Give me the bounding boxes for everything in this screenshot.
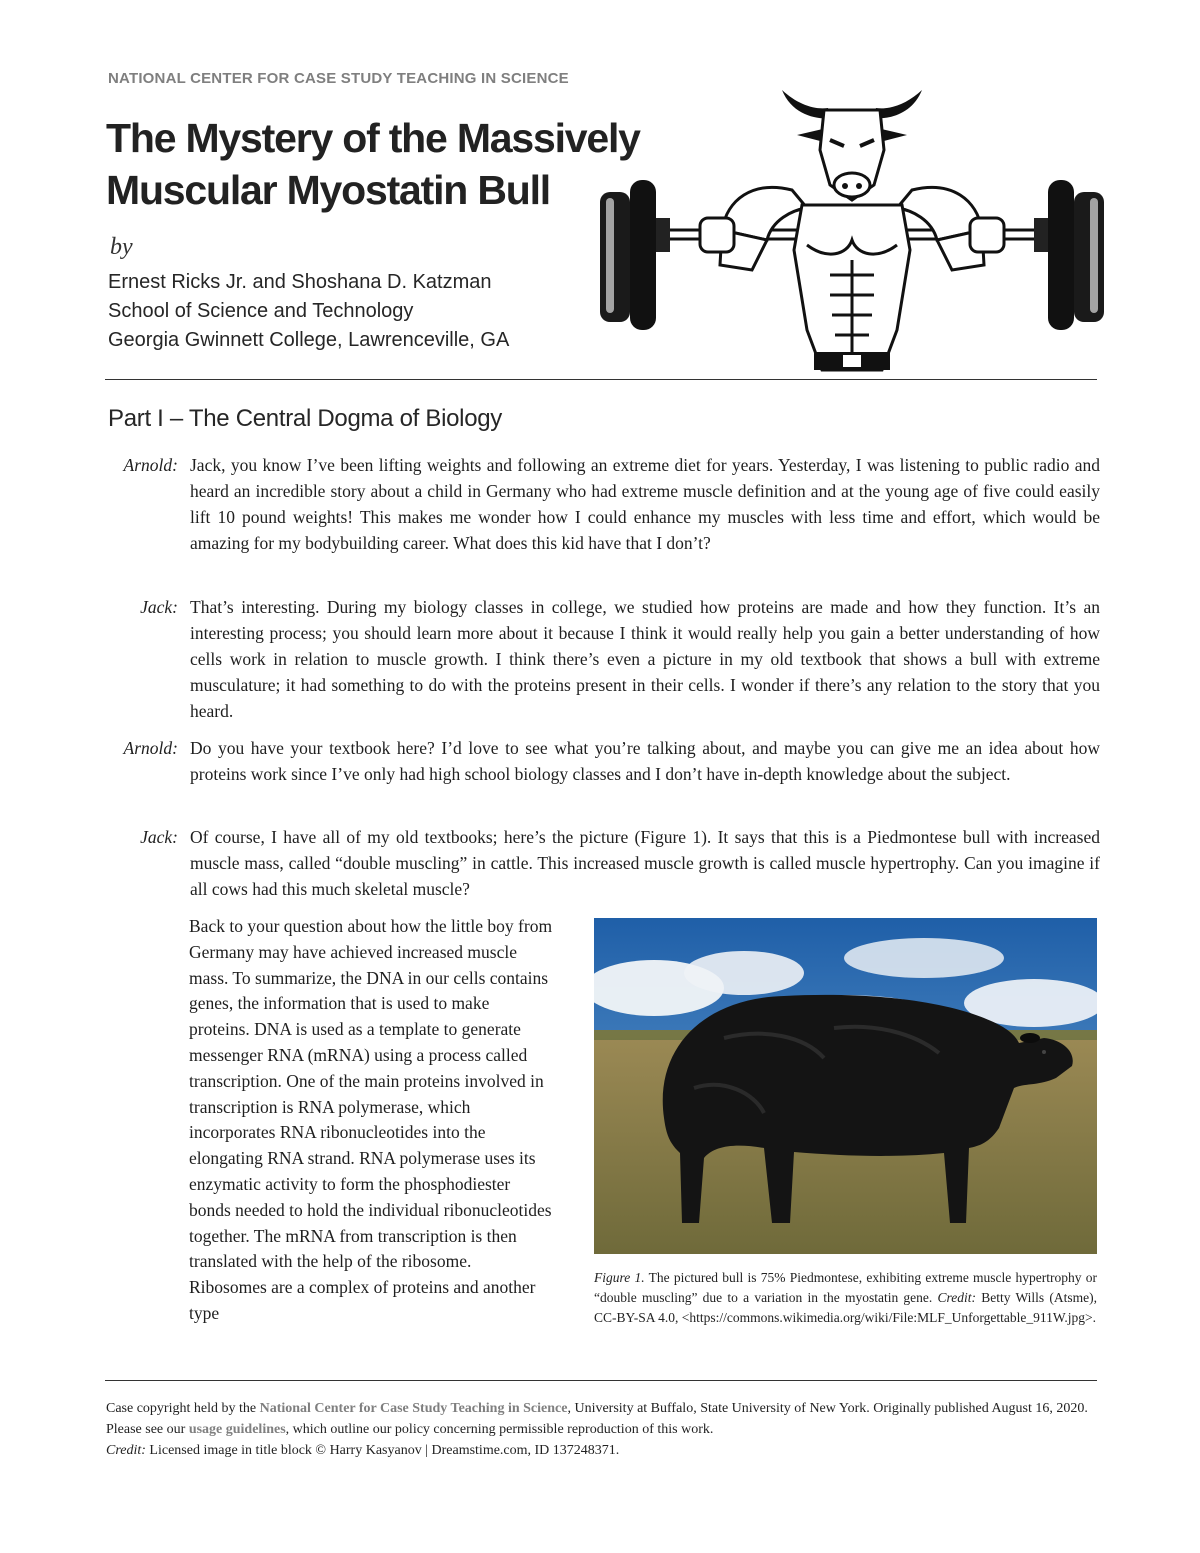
- author-block: [108, 268, 509, 355]
- figure-label: Figure 1.: [594, 1270, 645, 1285]
- title-line-1: The Mystery of the Massively: [106, 115, 640, 161]
- byline: by: [110, 234, 133, 260]
- footer-text-2: , University at Buffalo, State University of New York. Originally published August 16, 2020. Please see our: [106, 1401, 1088, 1437]
- speaker-label: Arnold:: [123, 455, 178, 475]
- speaker-label: Jack:: [140, 597, 178, 617]
- piedmontese-bull-photo: [594, 918, 1097, 1254]
- dialog-entry: [100, 735, 1100, 787]
- footer-rule: [105, 1380, 1097, 1381]
- dialog-text: Do you have your textbook here? I’d love to see what you’re talking about, and maybe you can give me an idea about how proteins work since I’ve only had high school biology classes and I don’t have in-depth knowledge about the subject.: [190, 738, 1100, 784]
- dialog-entry: [100, 452, 1100, 556]
- authors: Ernest Ricks Jr. and Shoshana D. Katzman: [108, 271, 492, 293]
- college: Georgia Gwinnett College, Lawrenceville, GA: [108, 329, 510, 351]
- dialog-entry: [100, 824, 1100, 902]
- speaker-label: Jack:: [140, 827, 178, 847]
- footer-text-1: Case copyright held by the: [106, 1401, 260, 1416]
- figure-credit-label: Credit:: [937, 1290, 977, 1305]
- header-rule: [105, 379, 1097, 380]
- footer-text-3: , which outline our policy concerning permissible reproduction of this work.: [285, 1422, 714, 1437]
- title-line-2: Muscular Myostatin Bull: [106, 167, 550, 213]
- header-org: NATIONAL CENTER FOR CASE STUDY TEACHING IN SCIENCE: [108, 70, 569, 87]
- ncc-link[interactable]: National Center for Case Study Teaching in Science: [259, 1401, 568, 1416]
- footer-credit-label: Credit:: [106, 1443, 146, 1458]
- figure-text: The pictured bull is 75% Piedmontese, exhibiting extreme muscle hypertrophy or “double muscling” due to a variation in the myostatin gene.: [594, 1270, 1097, 1305]
- bull-bodybuilder-illustration: [592, 80, 1112, 380]
- usage-guidelines-link[interactable]: usage guidelines: [188, 1422, 286, 1437]
- speaker-label: Arnold:: [123, 738, 178, 758]
- footer: [106, 1398, 1101, 1461]
- figure-credit-text: Betty Wills (Atsme), CC-BY-SA 4.0, <https://commons.wikimedia.org/wiki/File:MLF_Unforgettable_911W.jpg>.: [594, 1290, 1098, 1325]
- part-heading: Part I – The Central Dogma of Biology: [108, 405, 502, 432]
- continuation-paragraph: Back to your question about how the little boy from Germany may have achieved increased muscle mass. To summarize, the DNA in our cells contains genes, the information that is used to make proteins. DNA is used as a template to generate messenger RNA (mRNA) using a process called transcription. One of the main proteins involved in transcription is RNA polymerase, which incorporates RNA ribonucleotides into the elongating RNA strand. RNA polymerase uses its enzymatic activity to form the phosphodiester bonds needed to hold the individual ribonucleotides together. The mRNA from transcription is then translated with the help of the ribosome. Ribosomes are a complex of proteins and another type: [189, 916, 553, 1323]
- dialog-entry: [100, 594, 1100, 724]
- dialog-text: Jack, you know I’ve been lifting weights and following an extreme diet for years. Yesterday, I was listening to public radio and heard an incredible story about a child in Germany who had extreme muscle definition and at the young age of five could easily lift 10 pound weights! This makes me wonder how I could enhance my muscles with less time and effort, which would be amazing for my bodybuilding career. What does this kid have that I don’t?: [190, 455, 1100, 553]
- footer-credit-text: Licensed image in title block © Harry Kasyanov | Dreamstime.com, ID 137248371.: [145, 1443, 620, 1458]
- figure-caption: [594, 1268, 1097, 1328]
- school: School of Science and Technology: [108, 300, 414, 322]
- page-title: [106, 112, 666, 216]
- dialog-text: Of course, I have all of my old textbooks; here’s the picture (Figure 1). It says that this is a Piedmontese bull with increased muscle mass, called “double muscling” in cattle. This increased muscle growth is called muscle hypertrophy. Can you imagine if all cows had this much skeletal muscle?: [190, 827, 1100, 899]
- dialog-text: That’s interesting. During my biology classes in college, we studied how proteins are made and how they function. It’s an interesting process; you should learn more about it because I think it would really help you gain a better understanding of how cells work in relation to muscle growth. I think there’s even a picture in my old textbook that shows a bull with extreme musculature; it had something to do with the proteins present in their cells. I wonder if there’s any relation to the story that you heard.: [190, 597, 1100, 721]
